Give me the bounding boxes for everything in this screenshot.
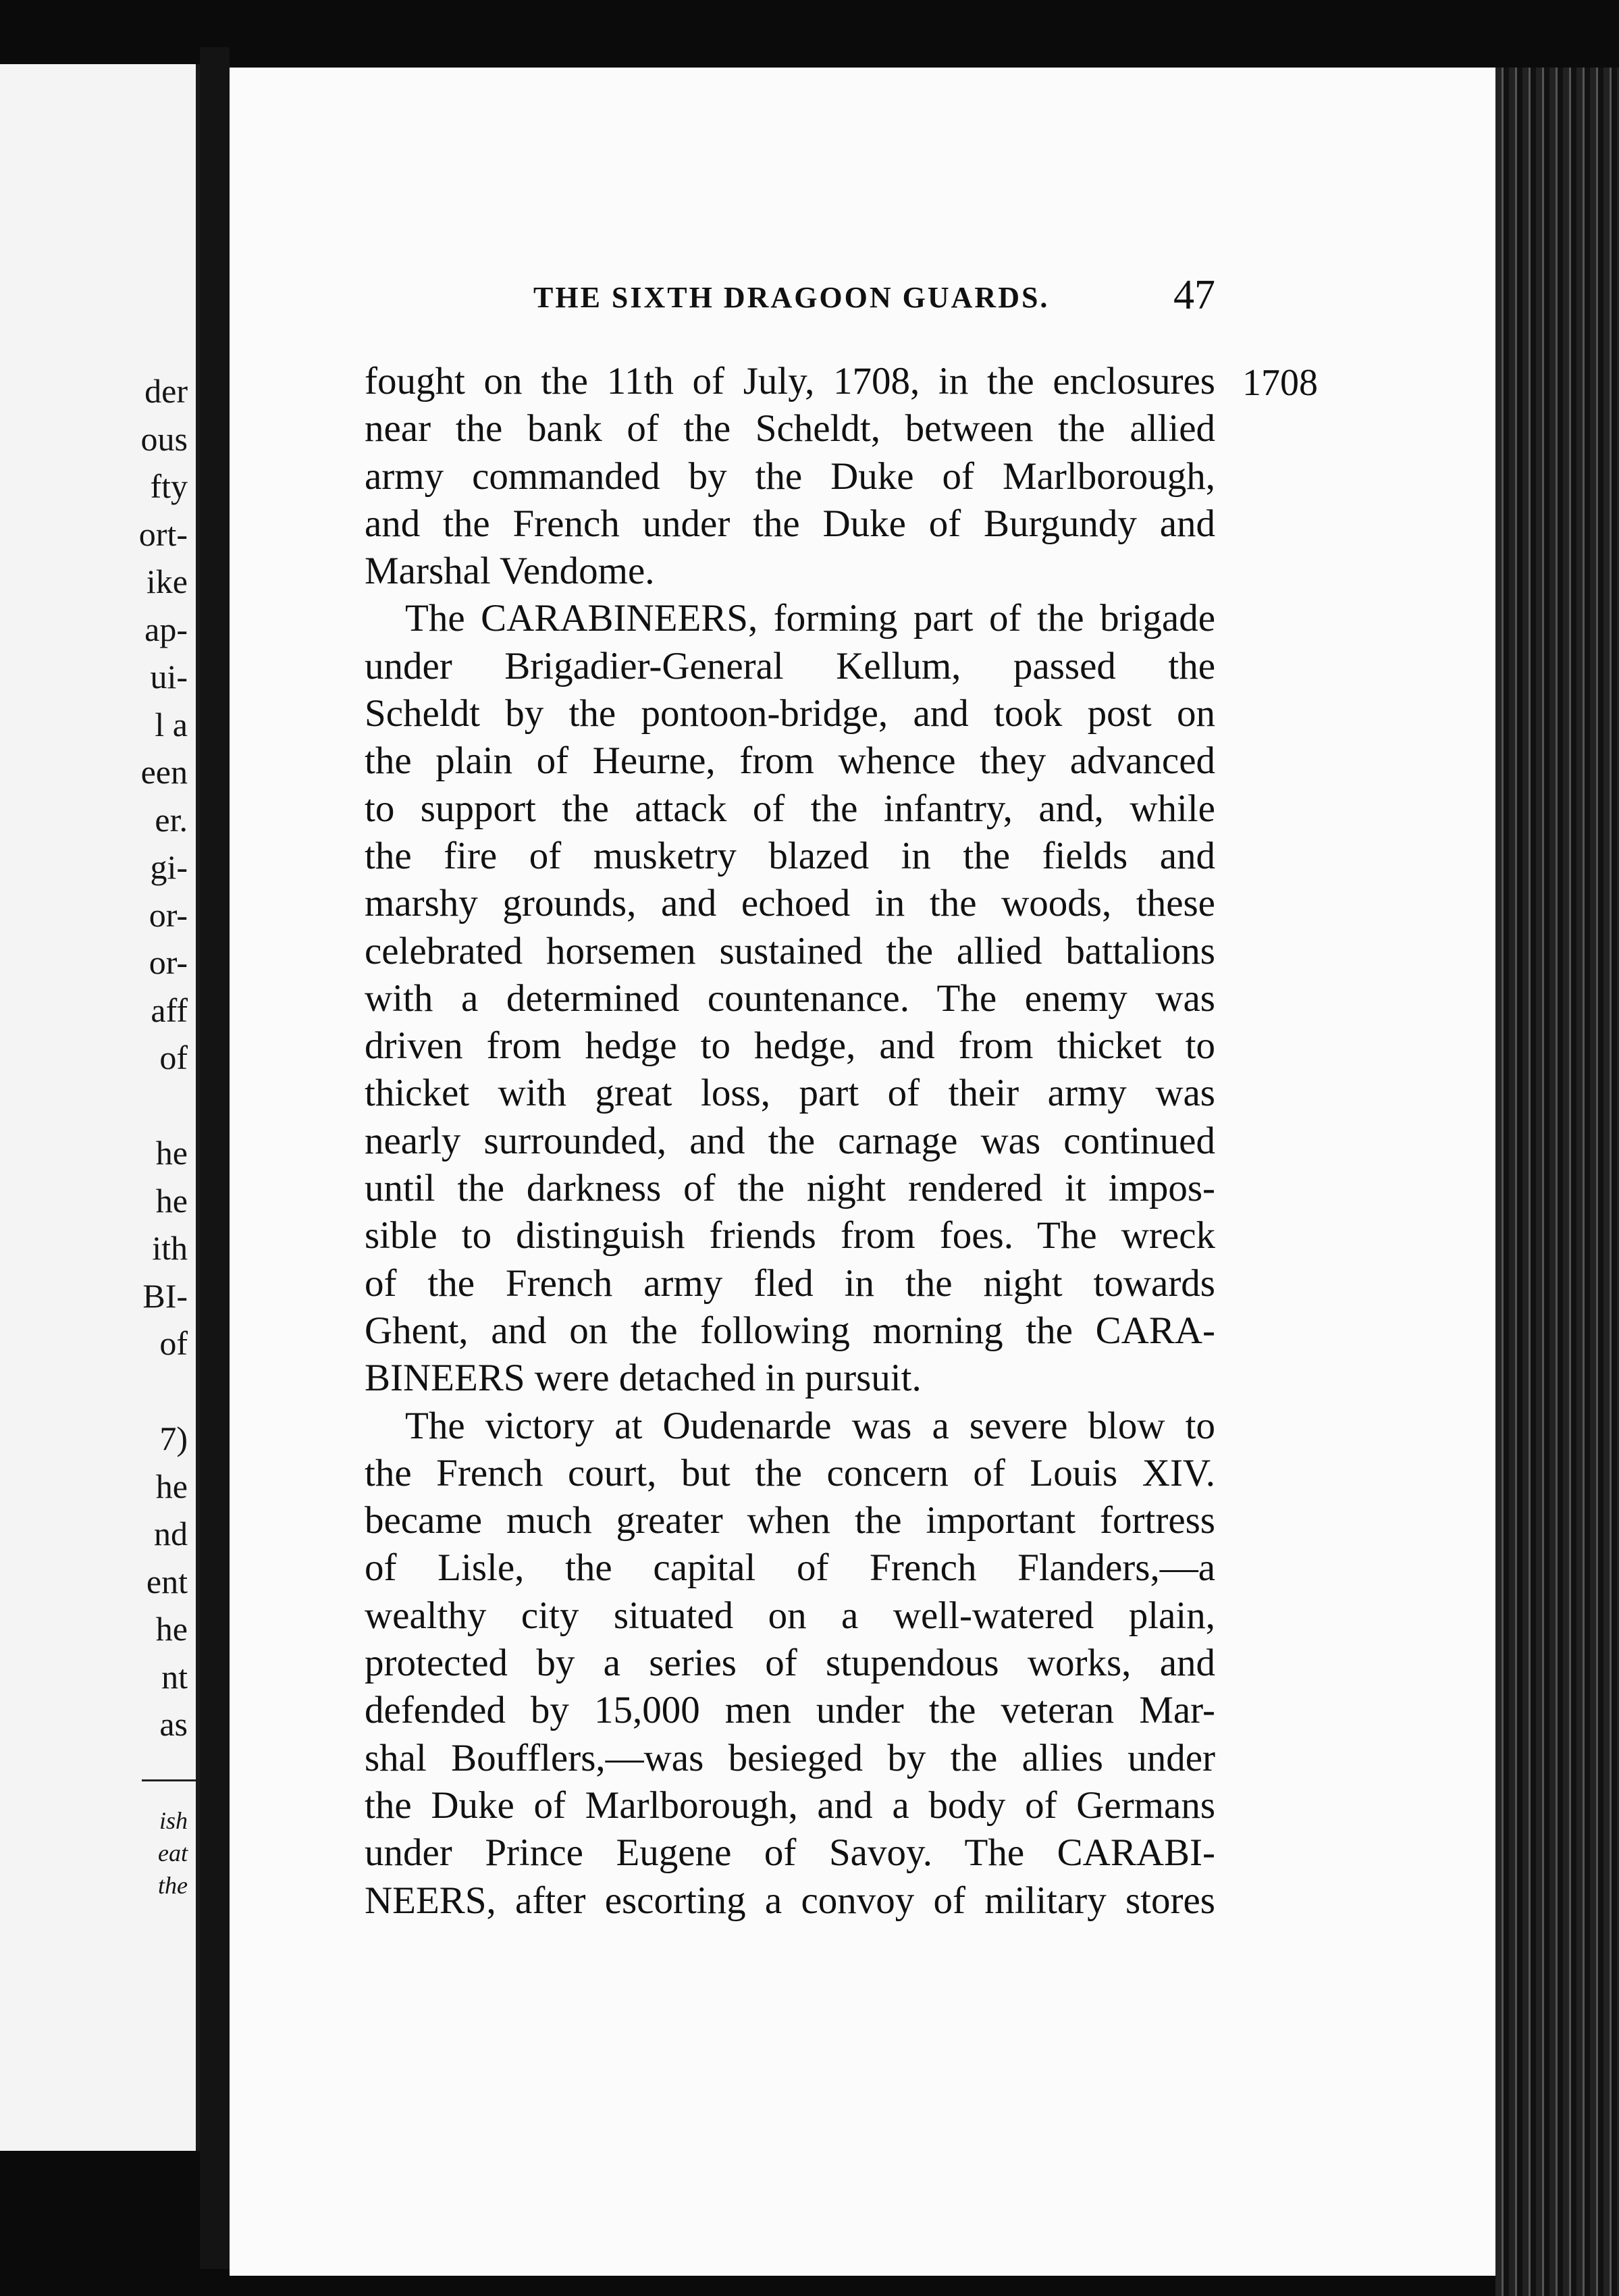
left-page-fragment: ike <box>146 563 188 600</box>
left-page-fragment: der <box>144 372 188 410</box>
text-line: with a determined countenance. The enemy was <box>365 976 1215 1020</box>
text-line: The CARABINEERS, forming part of the brigade <box>405 597 1215 640</box>
left-page-footnote-fragment: eat <box>158 1840 188 1867</box>
left-page-fragment: as <box>159 1705 188 1743</box>
margin-year-note: 1708 <box>1242 362 1318 404</box>
left-page-fragment: ort- <box>138 515 188 553</box>
text-line: defended by 15,000 men under the veteran Mar- <box>365 1689 1215 1732</box>
left-page-fragment: or- <box>149 943 188 981</box>
text-line: the Duke of Marlborough, and a body of Germans <box>365 1783 1215 1827</box>
text-line: under Prince Eugene of Savoy. The CARABI- <box>365 1831 1215 1875</box>
text-line: under Brigadier-General Kellum, passed the <box>365 644 1215 687</box>
text-line: the French court, but the concern of Louis XIV. <box>365 1451 1215 1494</box>
text-line: thicket with great loss, part of their army was <box>365 1072 1215 1115</box>
left-page-footnote-fragment: the <box>158 1872 188 1899</box>
text-line: until the darkness of the night rendered it impos- <box>365 1167 1215 1210</box>
left-page-fragment: nt <box>161 1657 188 1696</box>
left-page-fragment: ous <box>140 419 188 458</box>
book-gutter <box>200 47 230 2269</box>
left-page-fragment: aff <box>151 991 188 1029</box>
left-page-fragment: gi- <box>150 848 188 886</box>
text-line: marshy grounds, and echoed in the woods, these <box>365 882 1215 925</box>
left-page-fragment: he <box>155 1467 188 1505</box>
left-page-fragment: BI- <box>142 1276 188 1315</box>
left-page <box>0 64 200 2151</box>
text-line: army commanded by the Duke of Marlborough, <box>365 454 1215 498</box>
text-line: Scheldt by the pontoon-bridge, and took post on <box>365 692 1215 735</box>
text-line: sible to distinguish friends from foes. The wreck <box>365 1214 1215 1257</box>
left-page-fragment: or- <box>149 895 188 934</box>
left-page-fragment: ith <box>152 1229 188 1267</box>
page-edges <box>1495 68 1619 2296</box>
text-line: wealthy city situated on a well-watered plain, <box>365 1594 1215 1637</box>
paragraph-3 <box>365 1403 1215 1925</box>
body-text <box>365 358 1215 1925</box>
left-page-footnote-rule <box>142 1779 196 1781</box>
paragraph-2 <box>365 595 1215 1402</box>
text-line: of Lisle, the capital of French Flanders,—a <box>365 1546 1215 1590</box>
left-page-fragment: of <box>159 1324 188 1362</box>
text-line: to support the attack of the infantry, and, while <box>365 787 1215 830</box>
left-page-fragment: nd <box>154 1515 188 1553</box>
left-page-footnote-fragment: ish <box>159 1807 188 1834</box>
text-line: of the French army fled in the night towards <box>365 1261 1215 1305</box>
text-line: became much greater when the important fortress <box>365 1499 1215 1542</box>
left-page-fragment: he <box>155 1610 188 1648</box>
text-line: shal Boufflers,—was besieged by the allies under <box>365 1736 1215 1779</box>
left-page-fragment: er. <box>155 800 188 839</box>
text-line: celebrated horsemen sustained the allied battalions <box>365 929 1215 972</box>
text-line: The victory at Oudenarde was a severe blow to <box>405 1404 1215 1447</box>
left-page-fragment: 7) <box>159 1419 188 1457</box>
text-line: the fire of musketry blazed in the fields and <box>365 834 1215 877</box>
text-line: BINEERS were detached in pursuit. <box>365 1357 922 1400</box>
left-page-fragment: ui- <box>150 658 188 696</box>
page-number: 47 <box>1173 272 1215 318</box>
text-line: fought on the 11th of July, 1708, in the enclosures <box>365 360 1215 402</box>
left-page-fragment: of <box>159 1039 188 1076</box>
text-line: near the bank of the Scheldt, between the allied <box>365 407 1215 450</box>
text-line: and the French under the Duke of Burgundy and <box>365 502 1215 545</box>
text-line: nearly surrounded, and the carnage was continued <box>365 1119 1215 1162</box>
left-page-fragment: een <box>140 753 188 791</box>
text-line: NEERS, after escorting a convoy of military stores <box>365 1879 1215 1922</box>
text-line: driven from hedge to hedge, and from thicket to <box>365 1024 1215 1068</box>
running-title: THE SIXTH DRAGOON GUARDS. <box>533 281 1050 314</box>
text-line: Ghent, and on the following morning the CARA- <box>365 1309 1215 1352</box>
left-page-fragment: ap- <box>144 610 188 648</box>
left-page-fragment: he <box>155 1181 188 1220</box>
text-line: the plain of Heurne, from whence they advanced <box>365 739 1215 783</box>
paragraph-1 <box>365 358 1215 595</box>
left-page-fragment: he <box>155 1134 188 1172</box>
left-page-fragment: fty <box>150 467 188 505</box>
text-line: Marshal Vendome. <box>365 550 655 593</box>
left-page-fragment: l a <box>155 705 188 743</box>
text-line: protected by a series of stupendous works, and <box>365 1642 1215 1685</box>
left-page-fragment: ent <box>146 1562 188 1600</box>
